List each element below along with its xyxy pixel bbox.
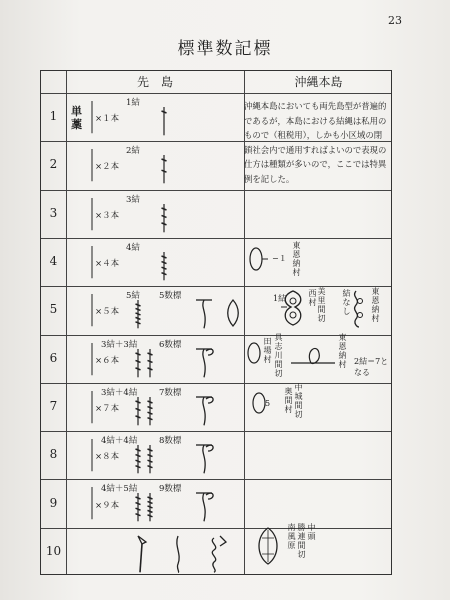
- okinawa-r5-one-knot: 1結: [273, 294, 287, 303]
- cord-knot: [220, 536, 226, 546]
- cord-knot: [228, 300, 239, 326]
- cord-stroke: [136, 322, 141, 324]
- cord-knot: [206, 397, 213, 403]
- cord-stroke: [136, 318, 141, 320]
- cord-knot: [203, 397, 205, 425]
- cord-stroke: [162, 208, 167, 210]
- okinawa-note: 沖縄本島においても両先島型が普遍的であるが，本島における結縄は私用のもので（租税用），しかも小区域の閉鎖社会内で通用すればよいので表現の仕方は種類が多いので，ここでは特異例を記した。: [244, 101, 387, 184]
- cord-stroke: [162, 222, 167, 224]
- cord-stroke: [148, 466, 153, 468]
- cord-stroke: [136, 313, 141, 315]
- okinawa-r7-five: 5: [265, 399, 271, 408]
- knot-count: 3結: [126, 194, 140, 205]
- strand-count: ×７本: [95, 403, 120, 414]
- cord-stroke: [162, 273, 167, 275]
- cord-drawing: [68, 479, 238, 527]
- cord-stroke: [148, 455, 153, 457]
- cord-knot: [203, 493, 205, 521]
- cord-knot: [206, 493, 213, 499]
- row-number: 9: [49, 495, 58, 510]
- row-number: 3: [49, 205, 58, 220]
- okinawa-knot-6: [289, 339, 339, 369]
- knot-count: 2結: [126, 146, 140, 157]
- okinawa-r10-place3: 南風原: [287, 523, 296, 550]
- cord-stroke: [136, 514, 141, 516]
- cord-stroke: [148, 367, 153, 369]
- okinawa-loop-7: [249, 389, 279, 419]
- cord-stroke: [136, 360, 141, 362]
- okinawa-r4-minus1: −１: [272, 254, 287, 263]
- number-mark-label: 8数標: [159, 436, 182, 447]
- cord-stroke: [136, 503, 141, 505]
- row-number: 8: [49, 447, 58, 462]
- cord-knot: [203, 300, 205, 328]
- okinawa-knot-5b: [351, 289, 371, 329]
- cord-stroke: [162, 256, 167, 258]
- header-okinawa: 沖縄本島: [294, 75, 343, 89]
- cord-knot: [203, 445, 205, 473]
- cord-stroke: [148, 406, 153, 408]
- okinawa-r6-place1: 具志川間切: [274, 333, 283, 378]
- strand-count: ×４本: [95, 259, 120, 270]
- number-marks-table: [40, 70, 392, 575]
- okinawa-knot-10: [256, 526, 281, 566]
- strand-count: ×８本: [95, 452, 120, 463]
- row-number: 1: [49, 109, 58, 124]
- cord-stroke: [148, 418, 153, 420]
- cord-drawing: [68, 528, 238, 576]
- cord-stroke: [136, 455, 141, 457]
- knot-count: 3結＋3結: [101, 339, 138, 350]
- row-number: 7: [49, 398, 58, 413]
- row-number: 10: [45, 543, 62, 558]
- header-sakishima: 先 島: [136, 75, 173, 89]
- okinawa-r7-place2: 奥間村: [284, 387, 293, 414]
- cord-stroke: [148, 497, 153, 499]
- knot-count: 4結: [126, 242, 140, 253]
- column-divider: [66, 71, 67, 574]
- cord-stroke: [136, 353, 141, 355]
- cord-stroke: [136, 408, 141, 410]
- cord-drawing: [68, 383, 238, 431]
- okinawa-r5-place4: 東恩納村: [371, 287, 380, 323]
- cord-knot: [138, 536, 146, 544]
- okinawa-r6-note: 2結＝7となる: [354, 357, 389, 377]
- cord-stroke: [148, 502, 153, 504]
- cord-drawing: [68, 286, 238, 334]
- strand-count: ×５本: [95, 307, 120, 318]
- cord-stroke: [162, 111, 167, 113]
- cord-stroke: [148, 360, 153, 362]
- number-mark-label: 6数標: [159, 339, 182, 350]
- cord-stroke: [136, 416, 141, 418]
- cord-stroke: [162, 170, 167, 172]
- cord-stroke: [148, 353, 153, 355]
- okinawa-r5-place1: 美里間切: [317, 287, 326, 323]
- cord-drawing: [68, 190, 238, 238]
- knot-count: 4結＋4結: [101, 436, 138, 447]
- knot-count: 1結: [126, 98, 140, 108]
- cord-drawing: [68, 431, 238, 479]
- cord-stroke: [148, 412, 153, 414]
- cord-stroke: [136, 367, 141, 369]
- page-number: 23: [388, 14, 402, 27]
- cord-drawing: [68, 335, 238, 383]
- cord-stroke: [136, 401, 141, 403]
- cord-knot: [177, 536, 179, 572]
- okinawa-r6-place3: 東恩納村: [338, 333, 347, 369]
- cord-stroke: [162, 261, 167, 263]
- cord-drawing: [68, 141, 238, 189]
- cord-stroke: [136, 497, 141, 499]
- okinawa-r5-place2: 西村: [308, 289, 317, 307]
- strand-count: ×１本: [95, 114, 120, 125]
- okinawa-r4-place: 東恩納村: [292, 241, 301, 277]
- cord-stroke: [162, 267, 167, 269]
- number-mark-label: 9数標: [159, 484, 182, 495]
- row-number: 4: [49, 254, 58, 269]
- strand-count: ×９本: [95, 500, 120, 511]
- cord-stroke: [136, 309, 141, 311]
- cord-stroke: [148, 506, 153, 508]
- okinawa-r10-place1: 中頭: [307, 523, 316, 541]
- knot-count: 3結＋4結: [101, 387, 138, 398]
- single-straw-label: 単 藁: [71, 105, 82, 131]
- cord-stroke: [136, 449, 141, 451]
- cord-drawing: [68, 238, 238, 286]
- cord-stroke: [162, 215, 167, 217]
- cord-knot: [206, 445, 213, 451]
- cord-stroke: [148, 401, 153, 403]
- strand-count: ×６本: [95, 355, 120, 366]
- number-mark-label: 5数標: [159, 291, 182, 302]
- knot-count: 4結＋5結: [101, 484, 138, 495]
- number-mark-label: 7数標: [159, 387, 182, 398]
- cord-stroke: [136, 304, 141, 306]
- okinawa-r7-place1: 中城間切: [294, 383, 303, 419]
- cord-stroke: [148, 449, 153, 451]
- row-number: 6: [49, 350, 58, 365]
- row-number: 2: [49, 157, 58, 172]
- cord-stroke: [148, 511, 153, 513]
- strand-count: ×３本: [95, 210, 120, 221]
- cord-knot: [212, 538, 215, 572]
- cord-stroke: [148, 460, 153, 462]
- cord-stroke: [140, 544, 142, 572]
- cord-stroke: [136, 509, 141, 511]
- cord-drawing: [68, 93, 238, 141]
- cord-knot: [203, 349, 205, 377]
- okinawa-r6-place2: 田場村: [263, 337, 272, 364]
- cord-stroke: [162, 159, 167, 161]
- okinawa-r10-place2: 勝連間切: [297, 523, 306, 559]
- cord-stroke: [136, 460, 141, 462]
- page-title: 標準数記標: [177, 39, 273, 59]
- cord-stroke: [136, 466, 141, 468]
- cord-knot: [206, 349, 213, 355]
- row-number: 5: [49, 302, 58, 317]
- cord-stroke: [148, 515, 153, 517]
- strand-count: ×２本: [95, 162, 120, 173]
- okinawa-r5-place3: 結なし: [342, 289, 351, 316]
- knot-count: 5結: [126, 291, 140, 302]
